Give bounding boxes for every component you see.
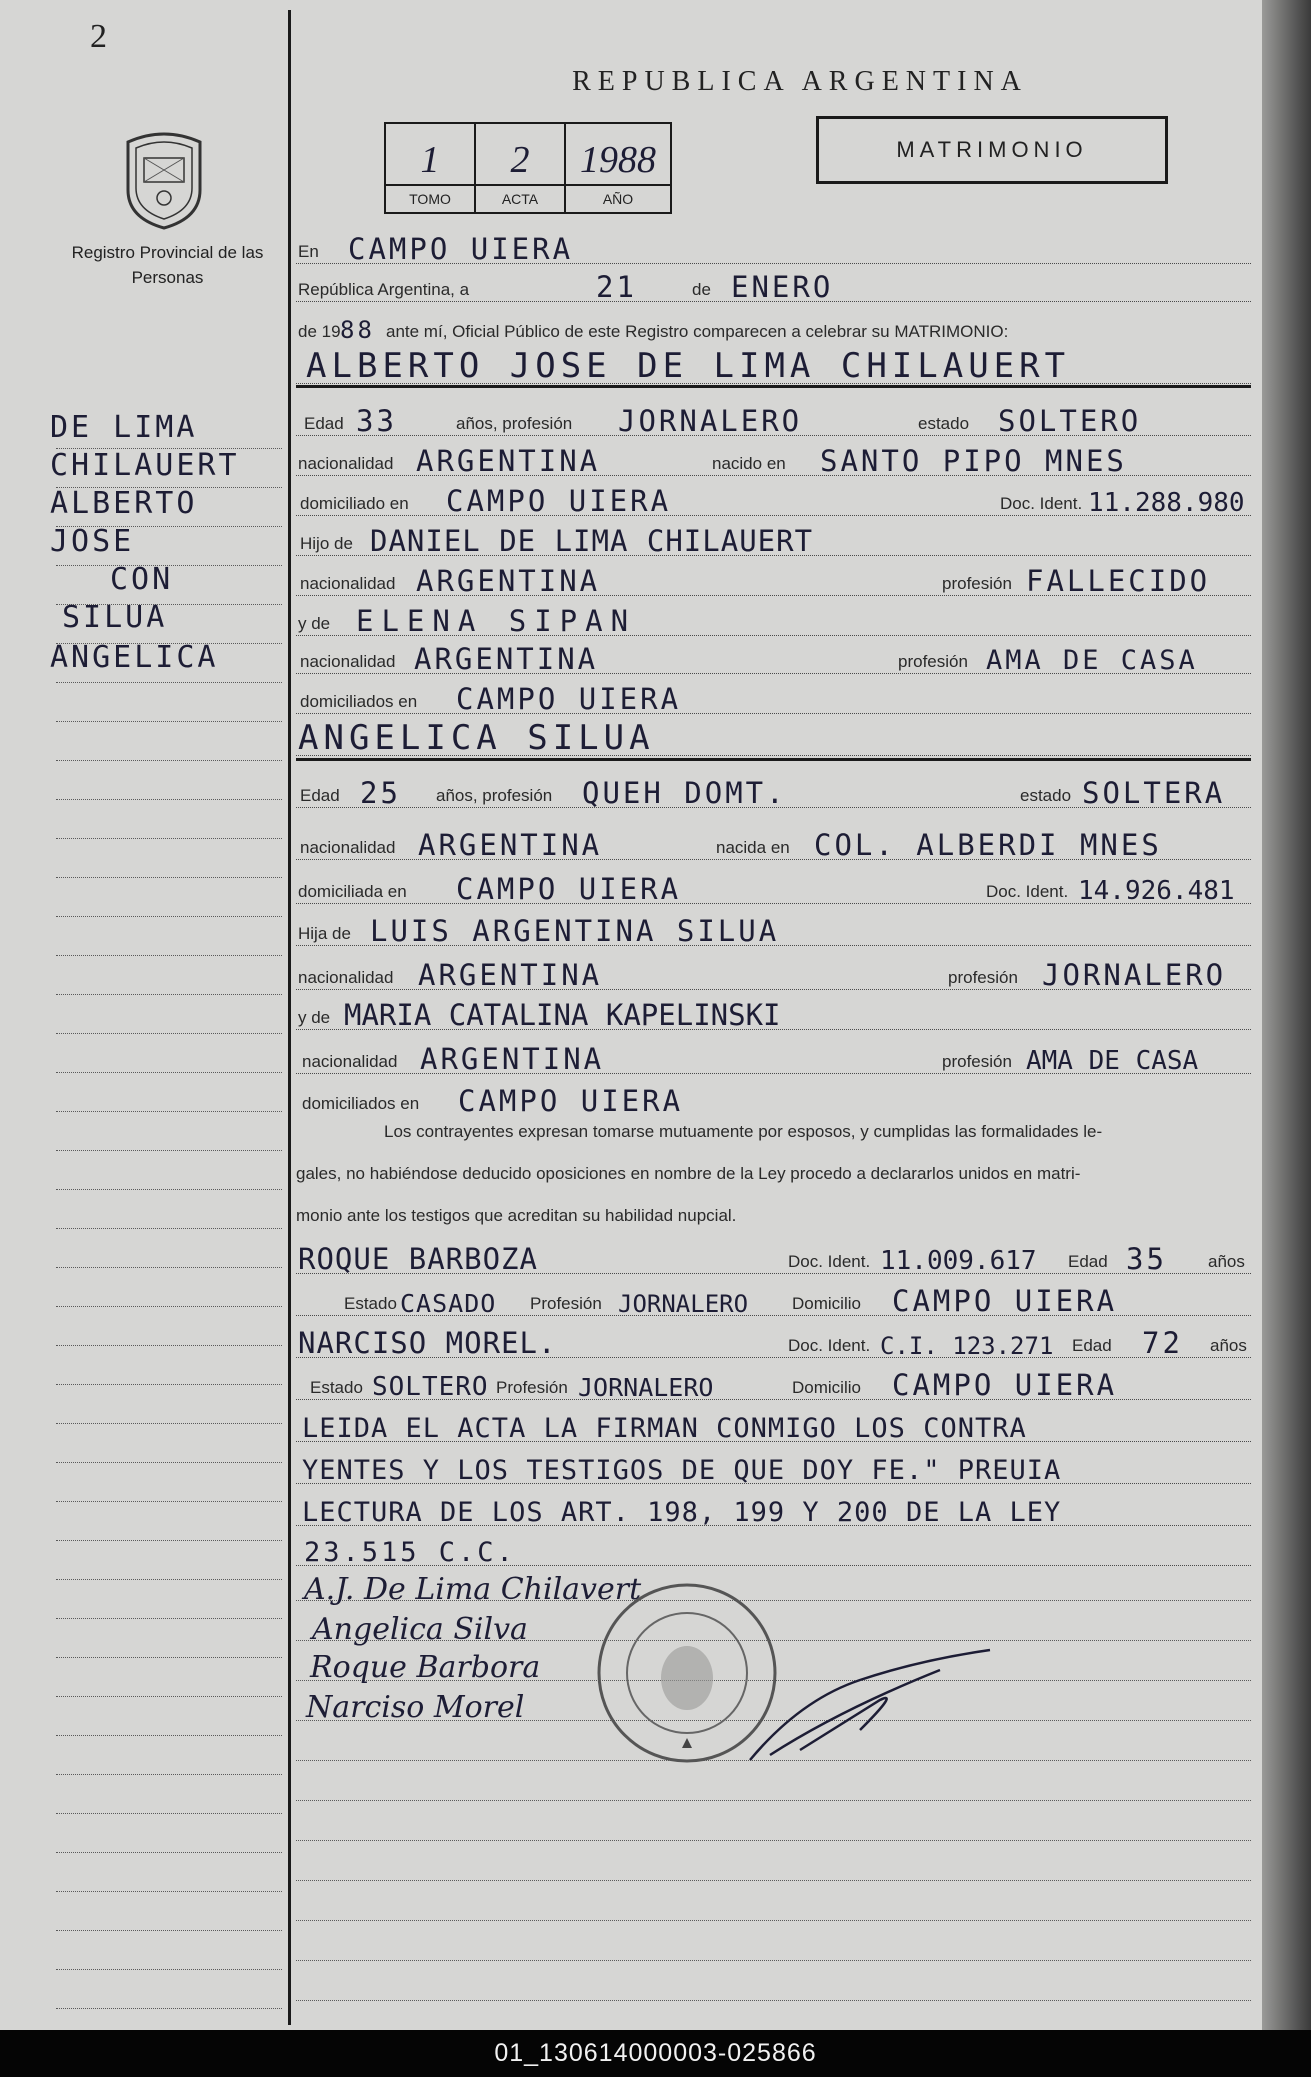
witness1-status: CASADO xyxy=(400,1289,497,1318)
groom-mother-nat: ARGENTINA xyxy=(414,642,599,676)
country-title: REPUBLICA ARGENTINA xyxy=(572,66,1028,97)
en-label: En xyxy=(298,242,319,261)
margin-ruled-line xyxy=(56,682,282,683)
tomo-value: 1 xyxy=(420,139,440,181)
bride-doc: 14.926.481 xyxy=(1078,876,1235,906)
margin-ruled-line xyxy=(56,955,282,956)
margin-ruled-line xyxy=(56,1657,282,1658)
estado-label: Estado xyxy=(344,1294,397,1313)
margin-ruled-line xyxy=(56,916,282,917)
bride-age-line xyxy=(296,764,1251,814)
bride-age: 25 xyxy=(360,776,401,810)
groom-father: DANIEL DE LIMA CHILAUERT xyxy=(370,524,814,558)
witness1-doc: 11.009.617 xyxy=(880,1246,1037,1276)
official-signature-scribble xyxy=(740,1640,1000,1770)
declaration-line: gales, no habiéndose deducido oposiciones en nombre de la Ley procedo a declararlos unidos en matri- xyxy=(296,1164,1081,1183)
witness2-domicile: CAMPO UIERA xyxy=(892,1368,1118,1402)
body-ruled-line xyxy=(296,2000,1251,2001)
nacionalidad-label: nacionalidad xyxy=(300,652,396,671)
margin-ruled-line xyxy=(56,1423,282,1424)
margin-name: SILUA xyxy=(62,600,168,635)
margin-name: DE LIMA xyxy=(50,410,198,445)
body-ruled-line xyxy=(296,1800,1251,1801)
profesion-label: años, profesión xyxy=(436,786,553,805)
edad-label: Edad xyxy=(1072,1336,1112,1355)
witness1-age: 35 xyxy=(1126,1242,1167,1276)
bride-father: LUIS ARGENTINA SILUA xyxy=(370,914,780,948)
bride-full-name: ANGELICA SILUA xyxy=(298,718,655,758)
margin-name: ALBERTO xyxy=(50,486,198,521)
bride-father-line xyxy=(296,902,1251,952)
margin-name: CON xyxy=(110,562,174,597)
witness1-domicile: CAMPO UIERA xyxy=(892,1284,1118,1318)
tomo-label: TOMO xyxy=(386,184,474,212)
note-text: LEIDA EL ACTA LA FIRMAN CONMIGO LOS CONTRA xyxy=(302,1413,1027,1444)
witness2-profession: JORNALERO xyxy=(578,1373,714,1402)
groom-born: SANTO PIPO MNES xyxy=(820,444,1127,478)
domiciliados-label: domiciliados en xyxy=(302,1094,420,1113)
domicilio-label: Domicilio xyxy=(792,1294,861,1313)
month-value: ENERO xyxy=(731,270,834,304)
document-id-footer: 01_130614000003-025866 xyxy=(0,2030,1311,2077)
margin-ruled-line xyxy=(56,1111,282,1112)
declaration-line: Los contrayentes expresan tomarse mutuamente por esposos, y cumplidas las formalidades le- xyxy=(384,1122,1103,1141)
margin-ruled-line xyxy=(56,1345,282,1346)
margin-ruled-line xyxy=(56,838,282,839)
nacida-label: nacida en xyxy=(716,838,790,857)
margin-ruled-line xyxy=(56,1462,282,1463)
domiciliada-label: domiciliada en xyxy=(298,882,407,901)
page-number: 2 xyxy=(90,18,107,55)
body-ruled-line xyxy=(296,1840,1251,1841)
domiciliado-label: domiciliado en xyxy=(300,494,409,513)
profesion-label: profesión xyxy=(898,652,968,671)
profesion-label: Profesión xyxy=(496,1378,568,1397)
acta-value: 2 xyxy=(510,139,530,181)
tomo-cell xyxy=(386,124,476,212)
witness2-doc: C.I. 123.271 xyxy=(880,1332,1054,1360)
doc-label: Doc. Ident. xyxy=(788,1252,871,1271)
groom-status: SOLTERO xyxy=(998,404,1142,438)
margin-ruled-line xyxy=(56,1813,282,1814)
bride-status: SOLTERA xyxy=(1082,776,1226,810)
margin-name: CHILAUERT xyxy=(50,448,240,483)
acta-cell xyxy=(476,124,566,212)
margin-ruled-line xyxy=(56,1072,282,1073)
estado-label: estado xyxy=(1020,786,1072,805)
declaration-line: monio ante los testigos que acreditan su habilidad nupcial. xyxy=(296,1206,737,1225)
anos-label: años xyxy=(1210,1336,1247,1355)
margin-ruled-line xyxy=(56,1969,282,1970)
registro-seal-icon xyxy=(120,128,208,230)
groom-father-nat: ARGENTINA xyxy=(416,564,601,598)
margin-ruled-line xyxy=(56,1306,282,1307)
doc-label: Doc. Ident. xyxy=(788,1336,871,1355)
y-de-label: y de xyxy=(298,1008,331,1027)
edad-label: Edad xyxy=(304,414,344,433)
bride-mother: MARIA CATALINA KAPELINSKI xyxy=(344,998,781,1032)
bride-name-line xyxy=(296,712,1251,762)
margin-ruled-line xyxy=(56,994,282,995)
page-edge xyxy=(1262,0,1311,2030)
estado-label: Estado xyxy=(310,1378,363,1397)
domicilio-label: Domicilio xyxy=(792,1378,861,1397)
section-rule xyxy=(296,385,1251,388)
edad-label: Edad xyxy=(300,786,340,805)
margin-ruled-line xyxy=(56,877,282,878)
edad-label: Edad xyxy=(1068,1252,1108,1271)
nacionalidad-label: nacionalidad xyxy=(300,838,396,857)
groom-father-prof: FALLECIDO xyxy=(1026,564,1211,598)
margin-ruled-line xyxy=(56,1579,282,1580)
acta-label: ACTA xyxy=(476,184,564,212)
groom-parents-domicile: CAMPO UIERA xyxy=(456,682,682,716)
bride-father-nat: ARGENTINA xyxy=(418,958,603,992)
estado-label: estado xyxy=(918,414,970,433)
profesion-label: profesión xyxy=(948,968,1018,987)
registro-label: Registro Provincial de las Personas xyxy=(71,243,264,287)
groom-profession: JORNALERO xyxy=(618,404,803,438)
witness1-profession: JORNALERO xyxy=(618,1290,749,1318)
bride-profession: QUEH DOMT. xyxy=(582,776,787,810)
margin-ruled-line xyxy=(56,721,282,722)
tomo-acta-ano-box xyxy=(384,122,672,214)
ano-value: 1988 xyxy=(580,139,656,181)
groom-nationality: ARGENTINA xyxy=(416,444,601,478)
ano-cell xyxy=(566,124,670,212)
bride-nat-line xyxy=(296,816,1251,866)
note-line xyxy=(296,1522,1251,1572)
de-year-label: de 19 xyxy=(298,322,341,341)
place-value: CAMPO UIERA xyxy=(348,232,574,266)
margin-name: ANGELICA xyxy=(50,640,219,675)
groom-name-line xyxy=(296,340,1251,390)
margin-ruled-line xyxy=(56,1228,282,1229)
bride-father-prof: JORNALERO xyxy=(1042,958,1227,992)
republica-label: República Argentina, a xyxy=(298,280,470,299)
margin-ruled-line xyxy=(56,1189,282,1190)
margin-ruled-line xyxy=(56,1774,282,1775)
body-ruled-line xyxy=(296,1960,1251,1961)
profesion-label: Profesión xyxy=(530,1294,602,1313)
margin-ruled-line xyxy=(56,760,282,761)
body-ruled-line xyxy=(296,1880,1251,1881)
signature: Roque Barbora xyxy=(310,1650,541,1685)
note-text: 23.515 C.C. xyxy=(304,1537,516,1568)
witness2-name: NARCISO MOREL. xyxy=(298,1326,557,1360)
note-text: YENTES Y LOS TESTIGOS DE QUE DOY FE." PREUIA xyxy=(302,1455,1062,1486)
profesion-label: profesión xyxy=(942,1052,1012,1071)
bride-mother-nat: ARGENTINA xyxy=(420,1042,605,1076)
bride-mother-prof: AMA DE CASA xyxy=(1026,1046,1199,1076)
margin-ruled-line xyxy=(56,1891,282,1892)
bride-mother-line xyxy=(296,986,1251,1036)
ano-label: AÑO xyxy=(566,184,670,212)
margin-ruled-line xyxy=(56,1384,282,1385)
groom-mother-prof: AMA DE CASA xyxy=(986,645,1198,676)
margin-ruled-line xyxy=(56,1540,282,1541)
margin-ruled-line xyxy=(56,1852,282,1853)
nacionalidad-label: nacionalidad xyxy=(300,574,396,593)
nacionalidad-label: nacionalidad xyxy=(298,968,394,987)
margin-name: JOSE xyxy=(50,524,135,559)
margin-separator xyxy=(288,10,291,2025)
signature: Narciso Morel xyxy=(306,1690,525,1725)
year-value: 88 xyxy=(340,316,375,344)
bride-born: COL. ALBERDI MNES xyxy=(814,828,1162,862)
witness2-status: SOLTERO xyxy=(372,1372,489,1402)
note-text: LECTURA DE LOS ART. 198, 199 Y 200 DE LA LEY xyxy=(302,1497,1062,1528)
margin-ruled-line xyxy=(56,1033,282,1034)
matrimonio-box: MATRIMONIO xyxy=(816,116,1168,184)
de-label: de xyxy=(692,280,711,299)
margin-ruled-line xyxy=(56,1735,282,1736)
profesion-label: años, profesión xyxy=(456,414,573,433)
margin-ruled-line xyxy=(56,1501,282,1502)
witness1-name: ROQUE BARBOZA xyxy=(298,1242,538,1276)
nacionalidad-label: nacionalidad xyxy=(298,454,394,473)
margin-ruled-line xyxy=(56,1696,282,1697)
signature: A.J. De Lima Chilavert xyxy=(304,1572,642,1607)
profesion-label: profesión xyxy=(942,574,1012,593)
groom-full-name: ALBERTO JOSE DE LIMA CHILAUERT xyxy=(306,346,1071,386)
y-de-label: y de xyxy=(298,614,331,633)
bride-nationality: ARGENTINA xyxy=(418,828,603,862)
body-ruled-line xyxy=(296,1920,1251,1921)
margin-ruled-line xyxy=(56,1930,282,1931)
margin-ruled-line xyxy=(56,1267,282,1268)
nacionalidad-label: nacionalidad xyxy=(302,1052,398,1071)
margin-ruled-line xyxy=(56,1150,282,1151)
margin-ruled-line xyxy=(56,799,282,800)
domiciliados-label: domiciliados en xyxy=(300,692,418,711)
hija-label: Hija de xyxy=(298,924,351,943)
margin-ruled-line xyxy=(56,2008,282,2009)
signature: Angelica Silva xyxy=(312,1612,528,1647)
hijo-label: Hijo de xyxy=(300,534,353,553)
anos-label: años xyxy=(1208,1252,1245,1271)
section-rule xyxy=(296,758,1251,761)
doc-label: Doc. Ident. xyxy=(986,882,1069,901)
groom-mother: ELENA SIPAN xyxy=(356,604,637,638)
ante-text: ante mí, Oficial Público de este Registro comparecen a celebrar su MATRIMONIO: xyxy=(386,322,1009,341)
witness2-age: 72 xyxy=(1142,1326,1183,1360)
day-value: 21 xyxy=(596,270,637,304)
bride-parents-domicile: CAMPO UIERA xyxy=(458,1084,684,1118)
bride-domicile: CAMPO UIERA xyxy=(456,872,682,906)
groom-domicile: CAMPO UIERA xyxy=(446,484,672,518)
nacido-label: nacido en xyxy=(712,454,786,473)
groom-age: 33 xyxy=(356,404,397,438)
doc-label: Doc. Ident. xyxy=(1000,494,1083,513)
margin-ruled-line xyxy=(56,1618,282,1619)
groom-doc: 11.288.980 xyxy=(1088,488,1245,518)
